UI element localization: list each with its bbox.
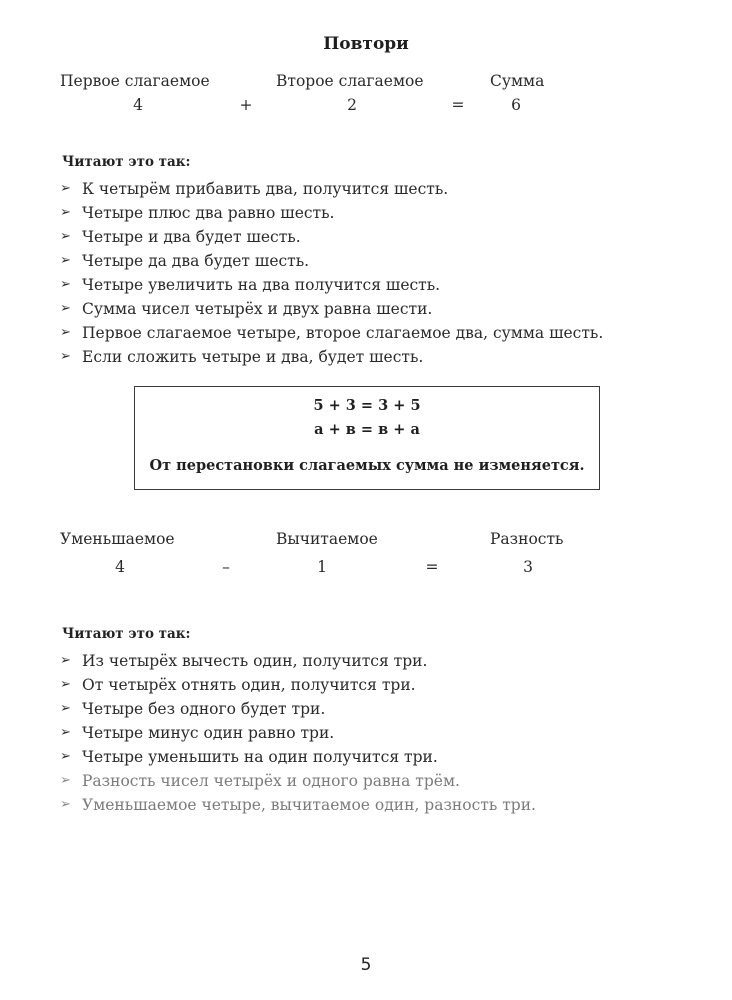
addition-reads-heading: Читают это так:	[62, 154, 191, 170]
arrowhead-bullet-icon: ➢	[60, 181, 71, 196]
arrowhead-bullet-icon: ➢	[60, 205, 71, 220]
first-addend-value: 4	[133, 96, 143, 114]
subtrahend-label: Вычитаемое	[276, 530, 378, 548]
arrowhead-bullet-icon: ➢	[60, 253, 71, 268]
arrowhead-bullet-icon: ➢	[60, 725, 71, 740]
list-item: ➢ К четырём прибавить два, получится шесть.	[60, 177, 603, 201]
list-item: ➢ Первое слагаемое четыре, второе слагаемое два, сумма шесть.	[60, 321, 603, 345]
subtraction-reads-list	[60, 649, 536, 817]
addition-reads-list	[60, 177, 603, 369]
minus-sign: –	[222, 558, 230, 576]
list-item: ➢ Четыре минус один равно три.	[60, 721, 536, 745]
equals-sign: =	[451, 96, 465, 114]
list-item: ➢ Если сложить четыре и два, будет шесть.	[60, 345, 603, 369]
arrowhead-bullet-icon: ➢	[60, 301, 71, 316]
list-item: ➢ Четыре да два будет шесть.	[60, 249, 603, 273]
arrowhead-bullet-icon: ➢	[60, 677, 71, 692]
minuend-value: 4	[115, 558, 125, 576]
list-item: ➢ Четыре уменьшить на один получится три.	[60, 745, 536, 769]
arrowhead-bullet-icon: ➢	[60, 277, 71, 292]
page-number: 5	[360, 955, 372, 975]
equals-sign: =	[425, 558, 439, 576]
sum-value: 6	[511, 96, 521, 114]
list-item: ➢ Четыре и два будет шесть.	[60, 225, 603, 249]
arrowhead-bullet-icon: ➢	[60, 229, 71, 244]
rule-formula: а + в = в + а	[314, 421, 420, 438]
arrowhead-bullet-icon: ➢	[60, 749, 71, 764]
arrowhead-bullet-icon: ➢	[60, 325, 71, 340]
arrowhead-bullet-icon: ➢	[60, 701, 71, 716]
list-item: ➢ Разность чисел четырёх и одного равна трём.	[60, 769, 536, 793]
second-addend-value: 2	[347, 96, 357, 114]
minuend-label: Уменьшаемое	[60, 530, 175, 548]
second-addend-label: Второе слагаемое	[276, 72, 424, 90]
plus-sign: +	[239, 96, 253, 114]
arrowhead-bullet-icon: ➢	[60, 349, 71, 364]
list-item: ➢ Из четырёх вычесть один, получится три.	[60, 649, 536, 673]
first-addend-label: Первое слагаемое	[60, 72, 210, 90]
rule-example: 5 + 3 = 3 + 5	[313, 397, 421, 414]
difference-label: Разность	[490, 530, 564, 548]
subtrahend-value: 1	[317, 558, 327, 576]
list-item: ➢ Сумма чисел четырёх и двух равна шести.	[60, 297, 603, 321]
rule-statement: От перестановки слагаемых сумма не изменяется.	[149, 457, 585, 474]
difference-value: 3	[523, 558, 533, 576]
arrowhead-bullet-icon: ➢	[60, 653, 71, 668]
list-item: ➢ От четырёх отнять один, получится три.	[60, 673, 536, 697]
page-title: Повтори	[323, 34, 409, 54]
arrowhead-bullet-icon: ➢	[60, 797, 71, 812]
list-item: ➢ Четыре увеличить на два получится шесть.	[60, 273, 603, 297]
list-item: ➢ Уменьшаемое четыре, вычитаемое один, разность три.	[60, 793, 536, 817]
arrowhead-bullet-icon: ➢	[60, 773, 71, 788]
list-item: ➢ Четыре плюс два равно шесть.	[60, 201, 603, 225]
commutative-rule-box	[134, 386, 600, 490]
subtraction-reads-heading: Читают это так:	[62, 626, 191, 642]
sum-label: Сумма	[490, 72, 545, 90]
list-item: ➢ Четыре без одного будет три.	[60, 697, 536, 721]
